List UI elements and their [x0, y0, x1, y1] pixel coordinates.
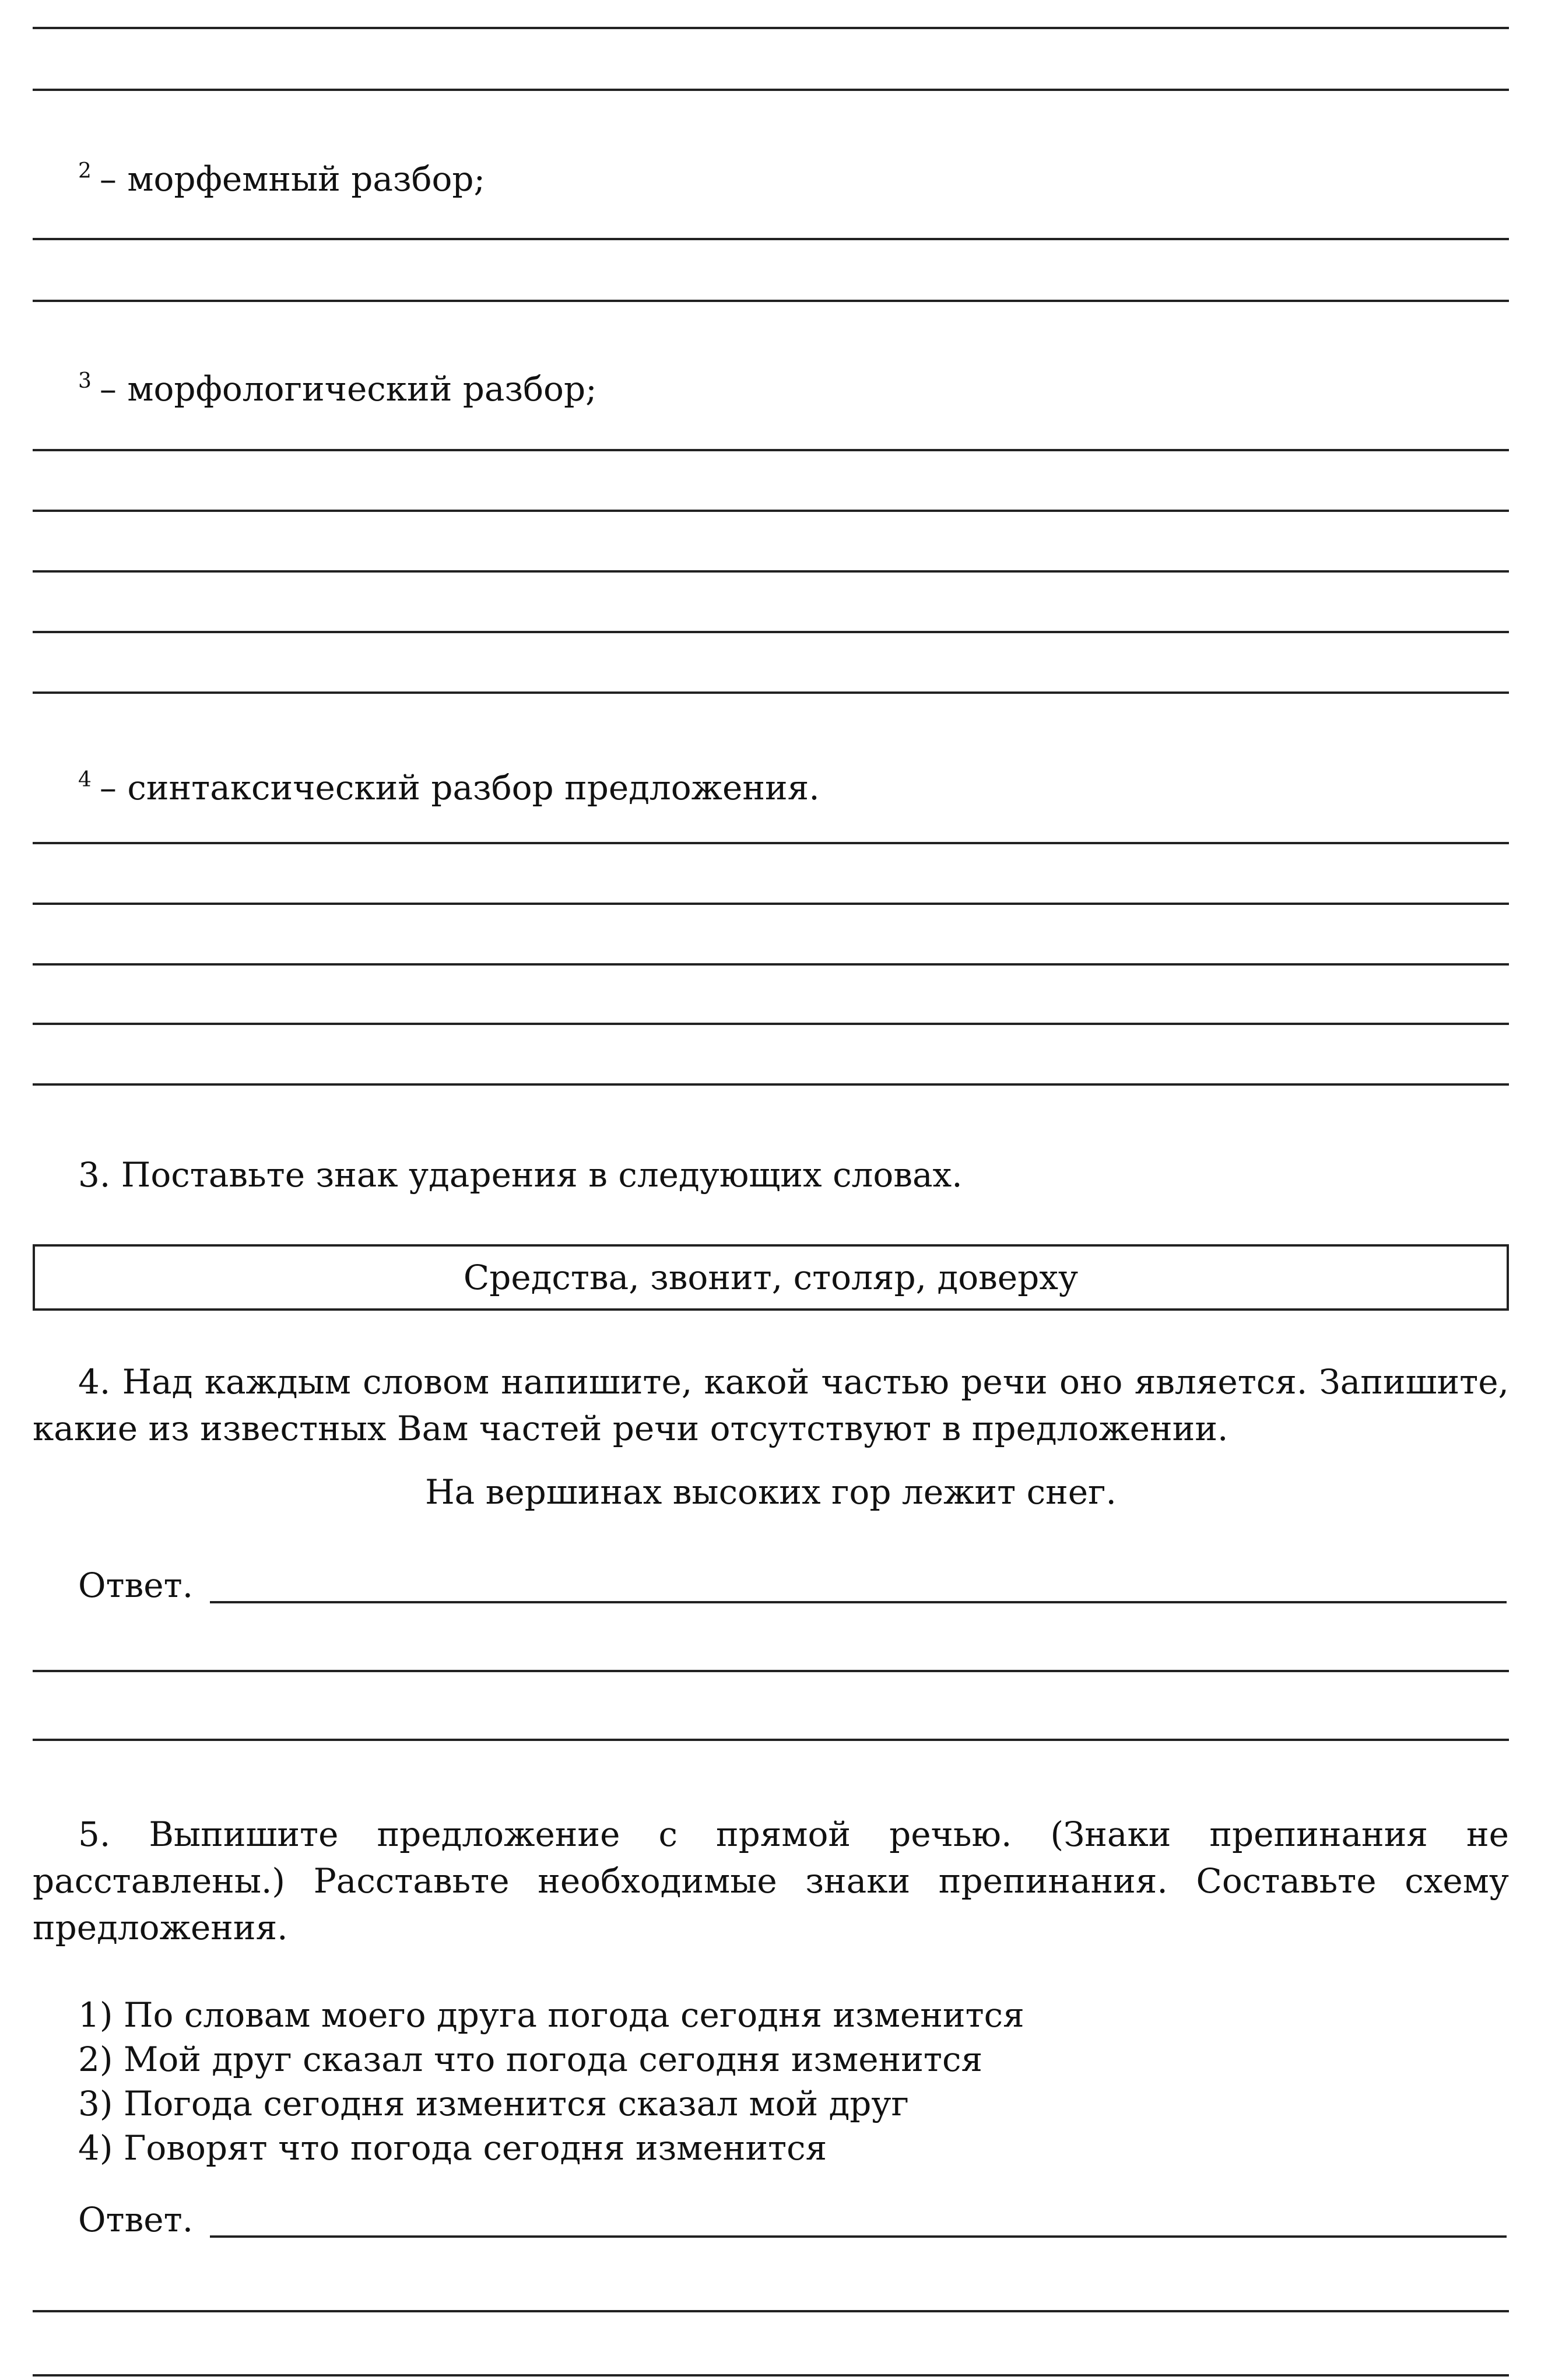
task4-sentence: На вершинах высоких гор лежит снег.	[425, 1472, 1117, 1512]
task4-answer-label: Ответ.	[78, 1565, 194, 1605]
writing-line	[33, 903, 1509, 905]
writing-line	[33, 238, 1509, 240]
writing-line[interactable]	[33, 1670, 1509, 1672]
writing-line	[33, 1083, 1509, 1086]
writing-line	[33, 963, 1509, 966]
syntax-heading	[78, 768, 820, 808]
writing-line	[33, 89, 1509, 91]
list-item: 3) Погода сегодня изменится сказал мой друг	[78, 2084, 909, 2123]
footnote-number: 2	[78, 159, 92, 183]
stress-words: Средства, звонит, столяр, доверху	[463, 1258, 1079, 1297]
footnote-number: 4	[78, 768, 92, 792]
list-item: 1) По словам моего друга погода сегодня изменится	[78, 1995, 1024, 2035]
morphology-heading	[78, 369, 597, 409]
writing-line	[33, 510, 1509, 512]
list-item: 4) Говорят что погода сегодня изменится	[78, 2128, 827, 2168]
stress-words-box	[33, 1244, 1509, 1311]
writing-line	[33, 300, 1509, 302]
list-item: 2) Мой друг сказал что погода сегодня изменится	[78, 2040, 983, 2079]
writing-line	[33, 27, 1509, 29]
task4-answer-line[interactable]	[210, 1601, 1507, 1603]
task5-answer-label: Ответ.	[78, 2200, 194, 2239]
writing-line[interactable]	[33, 1739, 1509, 1741]
footnote-number: 3	[78, 369, 92, 393]
writing-line[interactable]	[33, 2374, 1509, 2377]
morpheme-heading	[78, 159, 486, 199]
heading-text: – морфологический разбор;	[99, 369, 597, 409]
writing-line	[33, 570, 1509, 573]
task5-instruction: 5. Выпишите предложение с прямой речью. (Знаки препинания не расставлены.) Расставьте необходимые знаки препинания. Составьте схему предложения.	[33, 1814, 1509, 1947]
task4-instruction: 4. Над каждым словом напишите, какой частью речи оно является. Запишите, какие из известных Вам частей речи отсутствуют в предложении.	[33, 1362, 1509, 1448]
task5-options	[78, 1993, 1024, 2170]
writing-line	[33, 842, 1509, 844]
writing-line	[33, 1023, 1509, 1025]
heading-text: – синтаксический разбор предложения.	[99, 768, 820, 808]
task5-answer-line[interactable]	[210, 2235, 1507, 2238]
writing-line[interactable]	[33, 2310, 1509, 2312]
task3-instruction: 3. Поставьте знак ударения в следующих словах.	[78, 1155, 963, 1195]
writing-line	[33, 631, 1509, 633]
writing-line	[33, 691, 1509, 694]
writing-line	[33, 449, 1509, 451]
heading-text: – морфемный разбор;	[99, 159, 486, 199]
